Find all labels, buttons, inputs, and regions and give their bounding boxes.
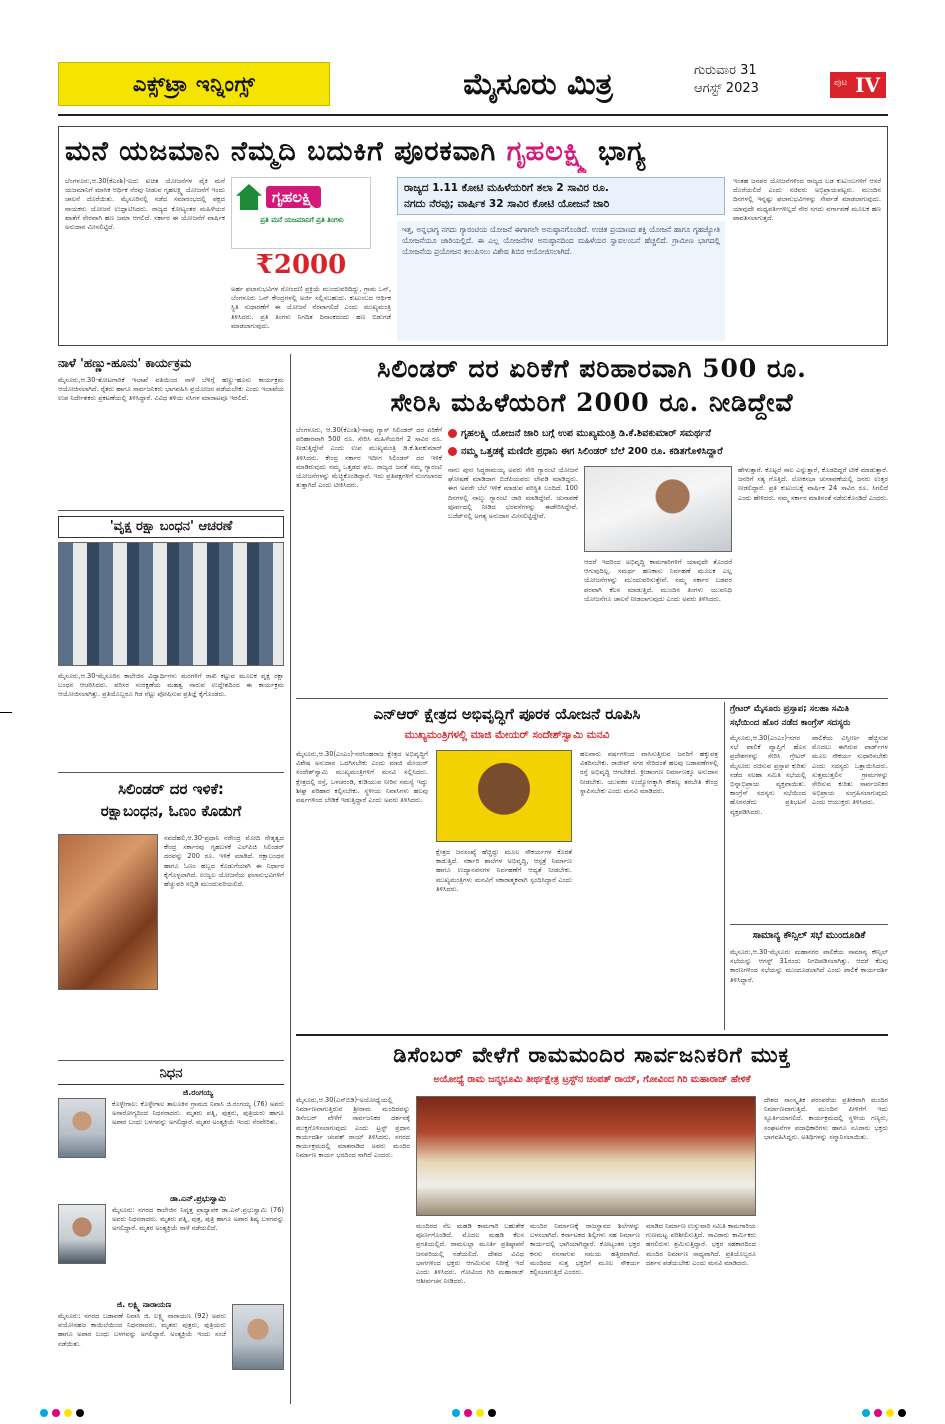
cylinder-main-col2: ನಾನು ಪುನಃ ಸಿದ್ಧರಾಮಯ್ಯ ಅವರು ಸೇರಿ ಗ್ಯಾರಂಟಿ ಯೋಜನೆ ಘೋಷಣೆ ಮಾಡಿದಾಗ ಬಿಜೆಪಿಯವರು ಲೇವಡಿ ಮಾಡಿದ್ದರು. ಈಗ ಅವರೇ ಬೆಲೆ ಇಳಿಕೆ ಮಾಡುವ ಪರಿಸ್ಥಿತಿ ಬಂದಿದೆ. 100 ದಿನಗಳಲ್ಲಿ ನಾಲ್ಕು ಗ್ಯಾರಂಟಿ ಜಾರಿ ಮಾಡಿದ್ದೇವೆ. ಚುನಾವಣೆ ಪೂರ್ವದಲ್ಲಿ ನೀಡಿದ ಭರವಸೆಗಳನ್ನು ಈಡೇರಿಸಿದ್ದೇವೆ. ಬಜೆಟ್‌ನಲ್ಲಿ ಅಗತ್ಯ ಅನುದಾನ ಮೀಸಲಿಟ್ಟಿದ್ದೇವೆ. [448,466,578,521]
masthead-rule [58,114,888,116]
cylinder-main-col1: ಬೆಂಗಳೂರು, ಆ.30(ಕೆಎಂಶಿ)-ನಾವು ಗ್ಯಾಸ್ ಸಿಲಿಂಡರ್ ದರ ಏರಿಕೆಗೆ ಪರಿಹಾರವಾಗಿ 500 ರೂ. ಸೇರಿಸಿ ಮಹಿಳೆಯರಿಗೆ 2 ಸಾವಿರ ರೂ. ನೀಡುತ್ತಿದ್ದೇವೆ ಎಂದು ಉಪ ಮುಖ್ಯಮಂತ್ರಿ ಡಿ.ಕೆ.ಶಿವಕುಮಾರ್ ತಿಳಿಸಿದರು. ಕೇಂದ್ರ ಸರ್ಕಾರ ಇದೀಗ ಸಿಲಿಂಡರ್ ದರ ಇಳಿಕೆ ಮಾಡಿರುವುದು ನಮ್ಮ ಒತ್ತಡದ ಫಲ. ರಾಜ್ಯದ ಜನತೆ ನಮ್ಮ ಗ್ಯಾರಂಟಿ ಯೋಜನೆಗಳನ್ನು ಮೆಚ್ಚಿಕೊಂಡಿದ್ದಾರೆ. ಇದು ಪ್ರತಿಪಕ್ಷಗಳಿಗೆ ನುಂಗಲಾರದ ತುತ್ತಾಗಿದೆ ಎಂದು ಟೀಕಿಸಿದರು. [296,426,442,490]
greater-mysuru-headline-line1: ಗ್ರೇಟರ್ ಮೈಸೂರು ಪ್ರಸ್ತಾಪ; ಸಲಹಾ ಸಮಿತಿ [730,704,850,714]
registration-dot-yellow [476,1409,484,1417]
cylinder-small-headline-line2: ರಕ್ಷಾಬಂಧನ, ಓಣಂ ಕೊಡುಗೆ [100,802,242,820]
rama-mandir-col1: ಮೈಸೂರು,ಆ.30(ಎಸ್‌ಬಿಡಿ)-ಅಯೋಧ್ಯೆಯಲ್ಲಿ ನಿರ್ಮಾಣವಾಗುತ್ತಿರುವ ಶ್ರೀರಾಮ ಮಂದಿರವನ್ನು ಡಿಸೆಂಬರ್ ವೇಳೆಗೆ ಸಾರ್ವಜನಿಕರ ದರ್ಶನಕ್ಕೆ ಮುಕ್ತಗೊಳಿಸಲಾಗುವುದು ಎಂದು ಟ್ರಸ್ಟ್ ಪ್ರಧಾನ ಕಾರ್ಯದರ್ಶಿ ಚಂಪತ್ ರಾಯ್ ತಿಳಿಸಿದರು. ನಗರದ ಕಾರ್ಯಕ್ರಮದಲ್ಲಿ ಮಾತನಾಡಿದ ಅವರು ಮಂದಿರ ನಿರ್ಮಾಣ ಕಾರ್ಯ ಭರದಿಂದ ಸಾಗಿದೆ ಎಂದರು. [296,1096,410,1160]
nr-col3: ಹಲವಾರು ವರ್ಷಗಳಿಂದ ವಾಸಿಸುತ್ತಿರುವ ಜನರಿಗೆ ಹಕ್ಕುಪತ್ರ ವಿತರಿಸಬೇಕು. ರಾಜೀವ್ ನಗರ ಸೇರಿದಂತೆ ಹಲವು ಬಡಾವಣೆಗಳಲ್ಲಿ ರಸ್ತೆ ಅಭಿವೃದ್ಧಿ ಆಗಬೇಕಿದೆ. ಕ್ರೀಡಾಂಗಣ ನಿರ್ಮಾಣಕ್ಕೂ ಅನುದಾನ ನೀಡಬೇಕು. ಯುವಕರ ಉದ್ಯೋಗಕ್ಕಾಗಿ ಕೌಶಲ್ಯ ತರಬೇತಿ ಕೇಂದ್ರ ಸ್ಥಾಪಿಸಬೇಕು ಎಂದು ಮನವಿ ಮಾಡಿದರು. [580,750,718,795]
obituaries-title: ನಿಧನ [58,1064,284,1085]
gruhalakshmi-right-text: ಇಂತಹ ಜನಪರ ಯೋಜನೆಗಳಿಂದ ರಾಜ್ಯದ ಬಡ ಕುಟುಂಬಗಳಿಗೆ ಆಸರೆ ದೊರೆಯಲಿದೆ ಎಂದು ಸಚಿವರು ಅಭಿಪ್ರಾಯಪಟ್ಟರು. ಮುಂದಿನ ದಿನಗಳಲ್ಲಿ ಇನ್ನಷ್ಟು ಫಲಾನುಭವಿಗಳನ್ನು ಸೇರ್ಪಡೆ ಮಾಡಲಾಗುವುದು. ಯಾವುದೇ ಮಧ್ಯವರ್ತಿಗಳಿಲ್ಲದೆ ನೇರ ನಗದು ವರ್ಗಾವಣೆ ಮೂಲಕ ಹಣ ಪಾವತಿಸಲಾಗುತ್ತದೆ. [733,177,881,222]
gruhalakshmi-headline-part2: ಗೃಹಲಕ್ಷ್ಮಿ [506,136,588,167]
gruhalakshmi-logo-caption: ಪ್ರತಿ ಮನೆ ಯಜಮಾನಿಗೆ ಪ್ರತಿ ತಿಂಗಳು [260,216,344,224]
registration-dot-cyan [40,1409,48,1417]
sandesh-swamy-photo [436,750,572,842]
registration-dot-magenta [52,1409,60,1417]
masthead [58,58,888,110]
nr-headline: ಎನ್‌ಆರ್ ಕ್ಷೇತ್ರದ ಅಭಿವೃದ್ಧಿಗೆ ಪೂರಕ ಯೋಜನೆ ರೂಪಿಸಿ [373,705,641,723]
registration-dot-magenta [464,1409,472,1417]
registration-dot-magenta [874,1409,882,1417]
registration-dot-black [76,1409,84,1417]
story-greater-mysuru [730,702,888,920]
dk-shivakumar-photo [584,466,732,552]
paper-name: ಮೈಸೂರು ಮಿತ್ರ [463,66,613,102]
rama-mandir-col2: ಮಂದಿರದ ನೆಲ ಮಹಡಿ ಕಾಮಗಾರಿ ಬಹುತೇಕ ಪೂರ್ಣಗೊಂಡಿದೆ. ಮೊದಲ ಮಹಡಿ ಕೆಲಸ ಪ್ರಗತಿಯಲ್ಲಿದೆ. ರಾಮಲಲ್ಲಾ ಮೂರ್ತಿ ಪ್ರತಿಷ್ಠಾಪನೆ ಜನವರಿಯಲ್ಲಿ ನಡೆಯಲಿದೆ. ದೇಶದ ವಿವಿಧ ಭಾಗಗಳಿಂದ ಭಕ್ತರು ಆಗಮಿಸುವ ನಿರೀಕ್ಷೆ ಇದೆ ಎಂದು ತಿಳಿಸಿದರು. ಗೋವಿಂದ ಗಿರಿ ಮಹಾರಾಜ್ ಆಶೀರ್ವಚನ ನೀಡಿದರು. [416,1222,524,1286]
cylinder-main-bullet2 [448,444,888,460]
gruhalakshmi-logo [236,182,368,212]
registration-dot-black [898,1409,906,1417]
raksha-text: ಮೈಸೂರು,ಆ.30-ಮೈಸೂರಿನ ಕಾಲೇಜಿನ ವಿದ್ಯಾರ್ಥಿಗಳು ಮರಗಳಿಗೆ ರಾಖಿ ಕಟ್ಟುವ ಮೂಲಕ ವೃಕ್ಷ ರಕ್ಷಾ ಬಂಧನ ಆಚರಿಸಿದರು. ಪರಿಸರ ಸಂರಕ್ಷಣೆಯ ಮಹತ್ವ ಸಾರುವ ಉದ್ದೇಶದಿಂದ ಈ ಕಾರ್ಯಕ್ರಮ ಆಯೋಜಿಸಲಾಗಿತ್ತು. ಪ್ರತಿಯೊಬ್ಬರೂ ಗಿಡ ನೆಟ್ಟು ಪೋಷಿಸುವ ಪ್ರತಿಜ್ಞೆ ಕೈಗೊಂಡರು. [58,672,284,699]
obituary-name: ಜಿ. ಲಕ್ಷ್ಮಿ ನಾರಾಯಣ [116,1300,172,1309]
issue-date [694,62,814,98]
obituary-name: ಜಿ.ರಂಗಯ್ಯ [182,1088,214,1097]
registration-dot-yellow [64,1409,72,1417]
divider [296,698,888,699]
gruhalakshmi-subhead-line1: ರಾಜ್ಯದ 1.11 ಕೋಟಿ ಮಹಿಳೆಯರಿಗೆ ತಲಾ 2 ಸಾವಿರ ರೂ. [404,182,609,194]
council-headline: ಸಾಮಾನ್ಯ ಕೌನ್ಸಿಲ್ ಸಭೆ ಮುಂದೂಡಿಕೆ [752,930,866,941]
cylinder-main-col3: ಆದರೆ ಇದರಿಂದ ಅಭಿವೃದ್ಧಿ ಕಾಮಗಾರಿಗಳಿಗೆ ಯಾವುದೇ ತೊಂದರೆ ಆಗುವುದಿಲ್ಲ. ಸಮರ್ಥ ಹಣಕಾಸು ನಿರ್ವಹಣೆ ಮೂಲಕ ಎಲ್ಲ ಯೋಜನೆಗಳನ್ನು ಮುಂದುವರಿಸುತ್ತೇವೆ. ನಮ್ಮ ಸರ್ಕಾರ ಬಡವರ ಪರವಾಗಿ ಕೆಲಸ ಮಾಡುತ್ತಿದೆ. ಮುಂದಿನ ತಿಂಗಳು ಯುವನಿಧಿ ಯೋಜನೆಗೂ ಚಾಲನೆ ನೀಡಲಾಗುವುದು ಎಂದು ಅವರು ತಿಳಿಸಿದರು. [584,558,732,603]
registration-dot-cyan [862,1409,870,1417]
divider [58,772,284,773]
crop-mark [0,712,12,713]
gruhalakshmi-col1: ಬೆಂಗಳೂರು,ಆ.30(ಕೆಎಂಶಿ)-ಐದು ಖಚಿತ ಯೋಜನೆಗಳ ಪೈಕಿ ಮನೆ ಯಜಮಾನಿಗೆ ಮಾಸಿಕ ಆರ್ಥಿಕ ನೆರವು ನೀಡುವ ಗೃಹಲಕ್ಷ್ಮಿ ಯೋಜನೆಗೆ ಇಂದು ಚಾಲನೆ ದೊರೆಯಿತು. ಮೈಸೂರಿನಲ್ಲಿ ನಡೆದ ಸಮಾರಂಭದಲ್ಲಿ ಪಕ್ಷದ ನಾಯಕರು ಯೋಜನೆ ಉದ್ಘಾಟಿಸಿದರು. ರಾಜ್ಯದ ಕೋಟ್ಯಂತರ ಮಹಿಳೆಯರ ಖಾತೆಗೆ ನೇರವಾಗಿ ಹಣ ಜಮಾ ಆಗಲಿದೆ. ಸರ್ಕಾರ ಈ ಯೋಜನೆಗೆ ವಾರ್ಷಿಕ ಅನುದಾನ ಮೀಸಲಿಟ್ಟಿದೆ. [65,177,225,232]
rama-mandir-event-photo [416,1096,756,1216]
cylinder-main-col4: ಹೇಳುತ್ತಾರೆ. ಕೊಟ್ಟರೆ ಸಾಲ ಎನ್ನುತ್ತಾರೆ, ಕೊಡದಿದ್ದರೆ ಟೀಕೆ ಮಾಡುತ್ತಾರೆ. ಜನರಿಗೆ ಸತ್ಯ ಗೊತ್ತಿದೆ. ಲೋಕಸಭಾ ಚುನಾವಣೆಯಲ್ಲಿ ಜನರು ಉತ್ತರ ನೀಡಲಿದ್ದಾರೆ. ಪ್ರತಿ ಕುಟುಂಬಕ್ಕೆ ವಾರ್ಷಿಕ 24 ಸಾವಿರ ರೂ. ಸಿಗಲಿದೆ ಎಂದು ಹೇಳಿದರು. ನಮ್ಮ ಸರ್ಕಾರ ಮಾತಿನಂತೆ ನಡೆದುಕೊಂಡಿದೆ ಎಂದರು. [738,466,888,502]
gruhalakshmi-subhead-line2: ನಗದು ನೆರವು; ವಾರ್ಷಿಕ 32 ಸಾವಿರ ಕೋಟಿ ಯೋಜನೆ ಜಾರಿ [404,198,610,210]
gruhalakshmi-headline-part1: ಮನೆ ಯಜಮಾನಿ ನೆಮ್ಮದಿ ಬದುಕಿಗೆ ಪೂರಕವಾಗಿ [65,136,497,167]
story-nr [296,702,718,1030]
story-council [730,928,888,1030]
cylinder-main-bullet1-text: ಗೃಹಲಕ್ಷ್ಮಿ ಯೋಜನೆ ಜಾರಿ ಬಗ್ಗೆ ಉಪ ಮುಖ್ಯಮಂತ್ರಿ ಡಿ.ಕೆ.ಶಿವಕುಮಾರ್ ಸಮರ್ಥನೆ [461,428,711,439]
rama-mandir-col5: ದೇಶದ ಸಾಂಸ್ಕೃತಿಕ ಪರಂಪರೆಯ ಪ್ರತೀಕವಾಗಿ ಮಂದಿರ ನಿರ್ಮಾಣವಾಗುತ್ತಿದೆ. ಮುಂದಿನ ಪೀಳಿಗೆಗೆ ಇದು ಸ್ಫೂರ್ತಿಯಾಗಲಿದೆ. ಕಾರ್ಯಕ್ರಮದಲ್ಲಿ ಸ್ಥಳೀಯ ಗಣ್ಯರು, ಸಂಘಟನೆಗಳ ಪದಾಧಿಕಾರಿಗಳು ಹಾಗೂ ನೂರಾರು ಭಕ್ತರು ಭಾಗವಹಿಸಿದ್ದರು. ಅತಿಥಿಗಳನ್ನು ಸನ್ಮಾನಿಸಲಾಯಿತು. [764,1096,888,1141]
cylinder-small-text: ನವದೆಹಲಿ,ಆ.30-ಪ್ರಧಾನಿ ನರೇಂದ್ರ ಮೋದಿ ನೇತೃತ್ವದ ಕೇಂದ್ರ ಸರ್ಕಾರವು ಗೃಹಬಳಕೆ ಎಲ್‌ಪಿಜಿ ಸಿಲಿಂಡರ್ ದರವನ್ನು 200 ರೂ. ಇಳಿಕೆ ಮಾಡಿದೆ. ರಕ್ಷಾಬಂಧನ ಹಾಗೂ ಓಣಂ ಹಬ್ಬದ ಕೊಡುಗೆಯಾಗಿ ಈ ನಿರ್ಧಾರ ಕೈಗೊಳ್ಳಲಾಗಿದೆ. ಉಜ್ವಲ ಯೋಜನೆಯ ಫಲಾನುಭವಿಗಳಿಗೆ ಹೆಚ್ಚುವರಿ ಸಬ್ಸಿಡಿ ಮುಂದುವರಿಯಲಿದೆ. [164,834,284,889]
issue-date-line2: ಆಗಸ್ಟ್ 2023 [694,81,759,96]
divider [58,510,284,511]
bullet-icon [448,429,457,438]
cylinder-main-bullet2-text: ನಮ್ಮ ಒತ್ತಡಕ್ಕೆ ಮಣಿದೇ ಪ್ರಧಾನಿ ಈಗ ಸಿಲಿಂಡರ್ ಬೆಲೆ 200 ರೂ. ಕಡಿತಗೊಳಿಸಿದ್ದಾರೆ [461,446,723,457]
gruhalakshmi-subhead-box [397,177,725,215]
obituary-item [58,1194,284,1296]
nr-col2: ಕ್ಷೇತ್ರದ ಜನಸಂಖ್ಯೆ ಹೆಚ್ಚಿದ್ದು ಮೂಲ ಸೌಕರ್ಯಗಳ ಕೊರತೆ ಕಾಡುತ್ತಿದೆ. ಸರ್ಕಾರಿ ಶಾಲೆಗಳ ಅಭಿವೃದ್ಧಿ, ಆಸ್ಪತ್ರೆ ನಿರ್ಮಾಣ ಹಾಗೂ ಉದ್ಯಾನವನಗಳ ನಿರ್ವಹಣೆಗೆ ಆದ್ಯತೆ ನೀಡಬೇಕು. ಮುಖ್ಯಮಂತ್ರಿಗಳು ಮನವಿಗೆ ಸಕಾರಾತ್ಮಕವಾಗಿ ಸ್ಪಂದಿಸಿದ್ದಾರೆ ಎಂದು ತಿಳಿಸಿದರು. [436,848,572,893]
gruhalakshmi-amount: ₹2000 [255,250,347,280]
greater-mysuru-col2: ಪಾಲಿಕೆಯ ವಿಸ್ತೀರ್ಣ ಹೆಚ್ಚಿಸುವ ಮೊದಲು ಈಗಿರುವ ವಾರ್ಡ್‌ಗಳ ಮೂಲ ಸೌಕರ್ಯ ಸುಧಾರಿಸಬೇಕು ಎಂದು ಸದಸ್ಯರು ಒತ್ತಾಯಿಸಿದರು. ಸುತ್ತಮುತ್ತಲಿನ ಗ್ರಾಮಗಳನ್ನು ಸೇರಿಸುವ ಕುರಿತು ಸಾರ್ವಜನಿಕರ ಅಭಿಪ್ರಾಯ ಸಂಗ್ರಹಿಸಲಾಗುವುದು ಎಂದು ಆಯುಕ್ತರು ತಿಳಿಸಿದರು. [812,734,888,807]
nr-subhead: ಮುಖ್ಯಮಂತ್ರಿಗಳಲ್ಲಿ ಮಾಜಿ ಮೇಯರ್ ಸಂದೇಶ್‌ಸ್ವಾಮಿ ಮನವಿ [404,729,610,741]
story-cylinder-main [296,352,888,694]
divider [730,924,888,925]
obituary-photo [58,1204,106,1264]
divider [58,1060,284,1061]
obituary-name: ಡಾ.ಎನ್.ಪ್ರಭುಸ್ವಾಮಿ [170,1194,226,1203]
gruhalakshmi-headline-part3: ಭಾಗ್ಯ [598,136,647,167]
cylinder-main-bullet1 [448,426,888,442]
page-number-badge [830,72,886,98]
fruits-text: ಮೈಸೂರು,ಆ.30-ತೋಟಗಾರಿಕೆ ಇಲಾಖೆ ವತಿಯಿಂದ ನಾಳೆ ಬೆಳಿಗ್ಗೆ ಹಣ್ಣು-ಹೂನು ಕಾರ್ಯಕ್ರಮ ಆಯೋಜಿಸಲಾಗಿದೆ. ರೈತರು ಹಾಗೂ ಸಾರ್ವಜನಿಕರು ಭಾಗವಹಿಸಿ ಪ್ರಯೋಜನ ಪಡೆಯಬೇಕು ಎಂದು ಇಲಾಖೆಯ ಉಪ ನಿರ್ದೇಶಕರು ಪ್ರಕಟಣೆಯಲ್ಲಿ ತಿಳಿಸಿದ್ದಾರೆ. ವಿವಿಧ ತಳಿಯ ಸಸಿಗಳ ಮಾರಾಟವೂ ಇರಲಿದೆ. [58,376,284,403]
gruhalakshmi-headline [65,131,881,173]
obituary-item [58,1300,284,1400]
column-divider [290,354,291,1404]
obituary-text: ಕೊಳ್ಳೇಗಾಲ: ಕೊಳ್ಳೇಗಾಲ ತಾಲೂಕಿನ ಗ್ರಾಮದ ನಿವಾಸಿ ಜಿ.ರಂಗಯ್ಯ (76) ಅವರು ಅನಾರೋಗ್ಯದಿಂದ ನಿಧನರಾದರು. ಮೃತರು ಪತ್ನಿ, ಪುತ್ರರು, ಪುತ್ರಿಯರು ಹಾಗೂ ಅಪಾರ ಬಂಧು ಬಳಗವನ್ನು ಅಗಲಿದ್ದಾರೆ. ಮೃತರ ಅಂತ್ಯಕ್ರಿಯೆ ಇಂದು ನೆರವೇರಿತು. [112,1100,284,1127]
nr-col1: ಮೈಸೂರು,ಆ.30(ಎಂಎಂ)-ನರಸಿಂಹರಾಜ ಕ್ಷೇತ್ರದ ಅಭಿವೃದ್ಧಿಗೆ ವಿಶೇಷ ಅನುದಾನ ಒದಗಿಸಬೇಕು ಎಂದು ಮಾಜಿ ಮೇಯರ್ ಸಂದೇಶ್‌ಸ್ವಾಮಿ ಮುಖ್ಯಮಂತ್ರಿಗಳಿಗೆ ಮನವಿ ಸಲ್ಲಿಸಿದರು. ಕ್ಷೇತ್ರದಲ್ಲಿ ರಸ್ತೆ, ಒಳಚರಂಡಿ, ಕುಡಿಯುವ ನೀರಿನ ಸಮಸ್ಯೆ ಇದ್ದು ಶೀಘ್ರ ಪರಿಹಾರ ಕಲ್ಪಿಸಬೇಕು. ಸ್ಥಳೀಯ ನಿವಾಸಿಗಳು ಹಲವು ವರ್ಷಗಳಿಂದ ಬೇಡಿಕೆ ಇಡುತ್ತಿದ್ದಾರೆ ಎಂದು ಅವರು ತಿಳಿಸಿದರು. [296,750,428,805]
section-name: ಎಕ್ಸ್‌ಟ್ರಾ ಇನ್ನಿಂಗ್ಸ್ [58,62,330,106]
page-label: ಪುಟ [834,78,848,88]
raksha-photo [58,542,284,666]
greater-mysuru-headline-line2: ಸಭೆಯಿಂದ ಹೊರ ನಡೆದ ಕಾಂಗ್ರೆಸ್ ಸದಸ್ಯರು [730,718,851,728]
gruhalakshmi-logo-box [231,177,371,249]
gruhalakshmi-logo-text: ಗೃಹಲಕ್ಷ್ಮಿ [266,186,321,208]
rama-mandir-headline: ಡಿಸೆಂಬರ್ ವೇಳೆಗೆ ರಾಮಮಂದಿರ ಸಾರ್ವಜನಿಕರಿಗೆ ಮುಕ್ತ [393,1043,791,1067]
story-fruits [58,354,284,506]
obituaries [58,1064,284,1402]
story-raksha [58,516,284,770]
council-text: ಮೈಸೂರು,ಆ.30-ಮೈಸೂರು ಮಹಾನಗರ ಪಾಲಿಕೆಯ ಸಾಮಾನ್ಯ ಕೌನ್ಸಿಲ್ ಸಭೆಯನ್ನು ಆಗಸ್ಟ್ 31ರಂದು ನಿಗದಿಪಡಿಸಲಾಗಿತ್ತು. ಆದರೆ ಕೆಲವು ಕಾರಣಗಳಿಂದ ಸಭೆಯನ್ನು ಮುಂದೂಡಲಾಗಿದೆ ಎಂದು ಪಾಲಿಕೆ ಕಾರ್ಯದರ್ಶಿ ತಿಳಿಸಿದ್ದಾರೆ. [730,948,888,984]
raksha-headline: 'ವೃಕ್ಷ ರಕ್ಷಾ ಬಂಧನ' ಆಚರಣೆ [58,516,284,538]
obituary-text: ಮೈಸೂರು: ನಗರದ ಕಾಲೇಜಿನ ನಿವೃತ್ತ ಪ್ರಾಧ್ಯಾಪಕ ಡಾ.ಎನ್.ಪ್ರಭುಸ್ವಾಮಿ (76) ಅವರು ನಿಧನರಾದರು. ಮೃತರು ಪತ್ನಿ, ಪುತ್ರ, ಪುತ್ರಿ ಹಾಗೂ ಅಪಾರ ಶಿಷ್ಯ ಬಳಗವನ್ನು ಅಗಲಿದ್ದಾರೆ. ಮೃತರ ಅಂತ್ಯಕ್ರಿಯೆ ನಾಳೆ ನಡೆಯಲಿದೆ. [112,1206,284,1233]
rama-mandir-subhead: ಅಯೋಧ್ಯೆ ರಾಮ ಜನ್ಮಭೂಮಿ ತೀರ್ಥಕ್ಷೇತ್ರ ಟ್ರಸ್ಟ್‌ನ ಚಂಪತ್ ರಾಯ್, ಗೋವಿಂದ ಗಿರಿ ಮಹಾರಾಜ್ ಹೇಳಿಕೆ [433,1074,751,1085]
story-rama-mandir [296,1038,888,1404]
registration-dot-black [488,1409,496,1417]
greater-mysuru-col1: ಮೈಸೂರು,ಆ.30(ಎಂಎಂ)-ನಗರ ಸಭೆ ಪಾಲಿಕೆ ವ್ಯಾಪ್ತಿಗೆ ಹೊಸ ಪ್ರದೇಶಗಳನ್ನು ಸೇರಿಸಿ ಗ್ರೇಟರ್ ಮೈಸೂರು ರಚಿಸುವ ಪ್ರಸ್ತಾಪ ಕುರಿತು ನಡೆದ ಸಲಹಾ ಸಮಿತಿ ಸಭೆಯಲ್ಲಿ ಭಿನ್ನಾಭಿಪ್ರಾಯ ವ್ಯಕ್ತವಾಯಿತು. ಕಾಂಗ್ರೆಸ್ ಸದಸ್ಯರು ಸಭೆಯಿಂದ ಹೊರನಡೆದು ಪ್ರತಿಭಟನೆ ವ್ಯಕ್ತಪಡಿಸಿದರು. [730,734,806,816]
registration-dot-cyan [452,1409,460,1417]
page-number: IV [855,73,880,97]
gruhalakshmi-col2: ಅರ್ಹ ಫಲಾನುಭವಿಗಳ ನೋಂದಣಿ ಪ್ರಕ್ರಿಯೆ ಮುಂದುವರಿದಿದ್ದು, ಗ್ರಾಮ ಒನ್, ಬೆಂಗಳೂರು ಒನ್ ಕೇಂದ್ರಗಳಲ್ಲಿ ಅರ್ಜಿ ಸಲ್ಲಿಸಬಹುದು. ಕುಟುಂಬದ ಆರ್ಥಿಕ ಸ್ಥಿತಿ ಸುಧಾರಣೆಗೆ ಈ ಯೋಜನೆ ನೆರವಾಗಲಿದೆ ಎಂದು ಮುಖ್ಯಮಂತ್ರಿ ತಿಳಿಸಿದರು. ಪ್ರತಿ ತಿಂಗಳು ನಿಗದಿತ ದಿನಾಂಕದಂದು ಹಣ ಬಿಡುಗಡೆ ಮಾಡಲಾಗುವುದು. [231,285,391,330]
registration-dot-yellow [886,1409,894,1417]
obituary-text: ಮೈಸೂರು: ನಗರದ ಬಡಾವಣೆ ನಿವಾಸಿ ಜಿ. ಲಕ್ಷ್ಮಿ ನಾರಾಯಣ (92) ಅವರು ವಯೋಸಹಜ ಕಾಯಿಲೆಯಿಂದ ನಿಧನರಾದರು. ಮೃತರು ಪುತ್ರರು, ಪುತ್ರಿಯರು ಹಾಗೂ ಅಪಾರ ಬಂಧು ಬಳಗವನ್ನು ಅಗಲಿದ್ದಾರೆ. ಅಂತ್ಯಕ್ರಿಯೆ ಇಂದು ಸಂಜೆ ನಡೆಯಿತು. [58,1312,226,1348]
story-cylinder-small [58,778,284,1056]
obituary-item [58,1088,284,1190]
cylinder-main-headline-line1: ಸಿಲಿಂಡರ್ ದರ ಏರಿಕೆಗೆ ಪರಿಹಾರವಾಗಿ 500 ರೂ. [377,354,807,383]
obituary-photo [232,1304,284,1370]
rama-mandir-col3: ಮಂದಿರ ನಿರ್ಮಾಣಕ್ಕೆ ರಾಜಸ್ಥಾನದ ಶಿಲೆಗಳನ್ನು ಬಳಸಲಾಗಿದೆ. ಕರ್ನಾಟಕದ ಶಿಲ್ಪಿಗಳು ಸಹ ನಿರ್ಮಾಣ ಕಾರ್ಯದಲ್ಲಿ ಭಾಗಿಯಾಗಿದ್ದಾರೆ. ಕೋಟ್ಯಂತರ ಭಕ್ತರ ಕನಸು ನನಸಾಗುವ ಸಮಯ ಹತ್ತಿರವಾಗಿದೆ. ಮಂದಿರದ ಸುತ್ತ ಭಕ್ತರಿಗೆ ಮೂಲ ಸೌಕರ್ಯ ಕಲ್ಪಿಸಲಾಗುತ್ತಿದೆ ಎಂದರು. [530,1222,640,1277]
divider [296,1034,888,1036]
cylinder-main-headline-line2: ಸೇರಿಸಿ ಮಹಿಳೆಯರಿಗೆ 2000 ರೂ. ನೀಡಿದ್ದೇವೆ [390,388,794,417]
rama-mandir-col4: ಮಾಡಿದ ನಿರ್ಮಾಣ ಉಸ್ತುವಾರಿ ಸಮಿತಿ ಕಾಮಗಾರಿಯ ಗುಣಮಟ್ಟ ಪರಿಶೀಲಿಸುತ್ತಿದೆ. ಸಾವಿರಾರು ಕಾರ್ಮಿಕರು ಹಗಲಿರುಳು ಶ್ರಮಿಸುತ್ತಿದ್ದಾರೆ. ಭಕ್ತರ ಸಹಕಾರದಿಂದ ಮಂದಿರ ನಿರ್ಮಾಣ ಸಾಧ್ಯವಾಗಿದೆ. ಪ್ರತಿಯೊಬ್ಬರೂ ದರ್ಶನ ಪಡೆಯಬೇಕು ಎಂದು ಮನವಿ ಮಾಡಿದರು. [646,1222,756,1267]
gruhalakshmi-center-text: ಇತ್ತ, ಅನ್ನಭಾಗ್ಯ ನಗದು ಗ್ಯಾರಂಟಿಯ ಯೋಜನೆ ಈಗಾಗಲೇ ಅನುಷ್ಠಾನಗೊಂಡಿದೆ. ಉಚಿತ ಪ್ರಯಾಣದ ಶಕ್ತಿ ಯೋಜನೆ ಹಾಗೂ ಗೃಹಜ್ಯೋತಿ ಯೋಜನೆಯೂ ಜಾರಿಯಲ್ಲಿದೆ. ಈ ಎಲ್ಲ ಯೋಜನೆಗಳ ಅನುಷ್ಠಾನದಿಂದ ಮಹಿಳೆಯರ ಸ್ವಾವಲಂಬನೆ ಹೆಚ್ಚಲಿದೆ. ಗ್ರಾಮೀಣ ಭಾಗದಲ್ಲಿ ಯೋಜನೆಯ ಪ್ರಯೋಜನ ತಲುಪಿಸಲು ವಿಶೇಷ ಶಿಬಿರ ಆಯೋಜಿಸಲಾಗಿದೆ. [397,221,725,341]
column-divider [724,702,725,1030]
cylinder-small-headline-line1: ಸಿಲಿಂಡರ್ ದರ ಇಳಿಕೆ: [118,780,224,798]
fruits-headline: ನಾಳೆ 'ಹಣ್ಣು-ಹೂನು' ಕಾರ್ಯಕ್ರಮ [58,356,192,370]
bullet-icon [448,447,457,456]
obituary-photo [58,1098,106,1158]
cylinder-photo [58,834,158,990]
issue-date-line1: ಗುರುವಾರ 31 [694,63,757,78]
story-gruhalakshmi [58,126,888,346]
home-icon [236,184,262,210]
